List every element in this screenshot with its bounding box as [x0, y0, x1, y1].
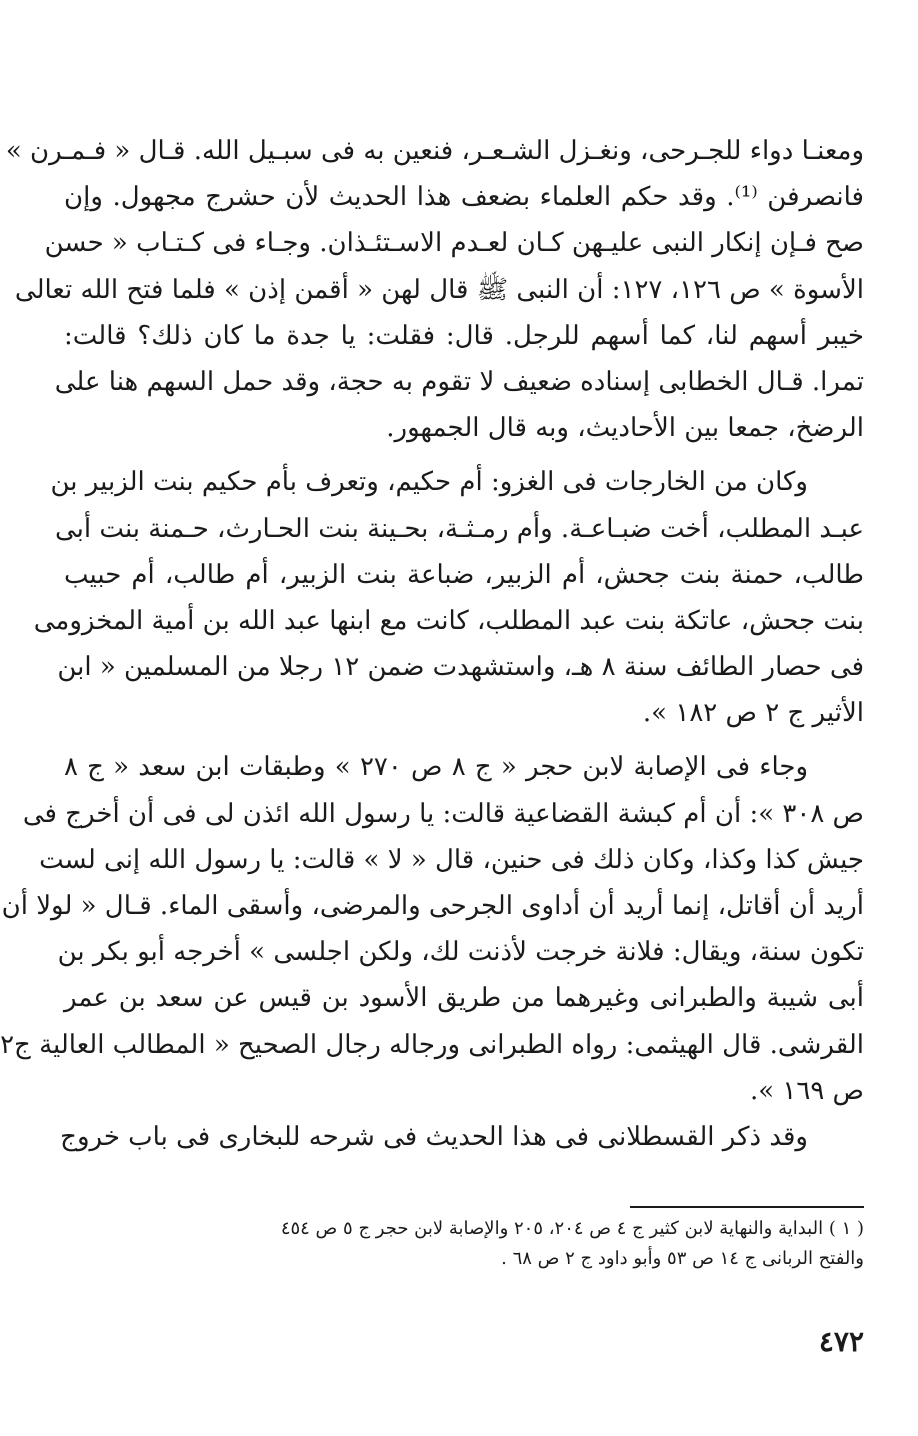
text-line: تكون سنة، ويقال: فلانة خرجت لأذنت لك، ولكن اجلسى » أخرجه أبو بكر بن [57, 937, 864, 968]
text-line: ص ١٦٩ ». [749, 1075, 864, 1106]
text-line: فانصرفن ⁽¹⁾. وقد حكم العلماء بضعف هذا الحديث لأن حشرج مجهول. وإن [64, 182, 864, 213]
page-number: ٤٧٢ [818, 1325, 864, 1358]
footnote-line: ( ١ ) البداية والنهاية لابن كثير ج ٤ ص ٢٠٤، ٢٠٥ والإصابة لابن حجر ج ٥ ص ٤٥٤ [280, 1218, 864, 1239]
text-line: بنت جحش، عاتكة بنت عبد المطلب، كانت مع ابنها عبد الله بن أمية المخزومى [33, 605, 864, 636]
footnote-separator [630, 1206, 864, 1208]
text-line: فى حصار الطائف سنة ٨ هـ، واستشهدت ضمن ١٢ رجلا من المسلمين « ابن [57, 652, 864, 683]
text-line: ص ٣٠٨ »: أن أم كبشة القضاعية قالت: يا رسول الله ائذن لى فى أن أخرج فى [22, 798, 864, 829]
text-line: الرضخ، جمعا بين الأحاديث، وبه قال الجمهور. [386, 413, 864, 444]
text-line: أريد أن أقاتل، إنما أريد أن أداوى الجرحى والمرضى، وأسقى الماء. قـال « لولا أن [1, 891, 864, 921]
paragraph-gap [64, 451, 864, 459]
body-text [0, 128, 864, 1160]
paragraph-gap [64, 736, 864, 744]
text-line: جيش كذا وكذا، وكان ذلك فى حنين، قال « لا » قالت: يا رسول الله إنى لست [39, 844, 864, 875]
text-line: خيبر أسهم لنا، كما أسهم للرجل. قال: فقلت: يا جدة ما كان ذلك؟ قالت: [64, 320, 864, 351]
footnote-line: والفتح الربانى ج ١٤ ص ٥٣ وأبو داود ج ٢ ص ٦٨ . [501, 1248, 864, 1269]
text-line: طالب، حمنة بنت جحش، أم الزبير، ضباعة بنت الزبير، أم طالب، أم حبيب [64, 559, 864, 590]
text-line: وقد ذكر القسطلانى فى هذا الحديث فى شرحه للبخارى فى باب خروج [60, 1121, 808, 1152]
text-line: القرشى. قال الهيثمى: رواه الطبرانى ورجاله رجال الصحيح « المطالب العالية ج٢ [0, 1029, 864, 1060]
text-line: ومعنـا دواء للجـرحى، ونغـزل الشـعـر، فنعين به فى سبـيل الله. قـال « فـمـرن » [5, 136, 864, 166]
text-line: أبى شيبة والطبرانى وغيرهما من طريق الأسود بن قيس عن سعد بن عمر [64, 983, 864, 1014]
text-line: الأسوة » ص ١٢٦، ١٢٧: أن النبى ﷺ قال لهن « أقمن إذن » فلما فتح الله تعالى [14, 274, 864, 305]
book-page [2, 0, 918, 1436]
text-line: وكان من الخارجات فى الغزو: أم حكيم، وتعرف بأم حكيم بنت الزبير بن [50, 467, 808, 498]
text-line: تمرا. قـال الخطابى إسناده ضعيف لا تقوم به حجة، وقد حمل السهم هنا على [54, 366, 864, 397]
text-line: صح فـإن إنكار النبى عليـهن كـان لعـدم الاسـتئـذان. وجـاء فى كـتـاب « حسن [44, 228, 864, 259]
text-line: وجاء فى الإصابة لابن حجر « ج ٨ ص ٢٧٠ » وطبقات ابن سعد « ج ٨ [64, 752, 809, 783]
footnotes [64, 1214, 864, 1274]
text-line: الأثير ج ٢ ص ١٨٢ ». [642, 698, 864, 729]
text-line: عبـد المطلب، أخت ضبـاعـة. وأم رمـثـة، بحـينة بنت الحـارث، حـمنة بنت أبى [55, 513, 864, 544]
